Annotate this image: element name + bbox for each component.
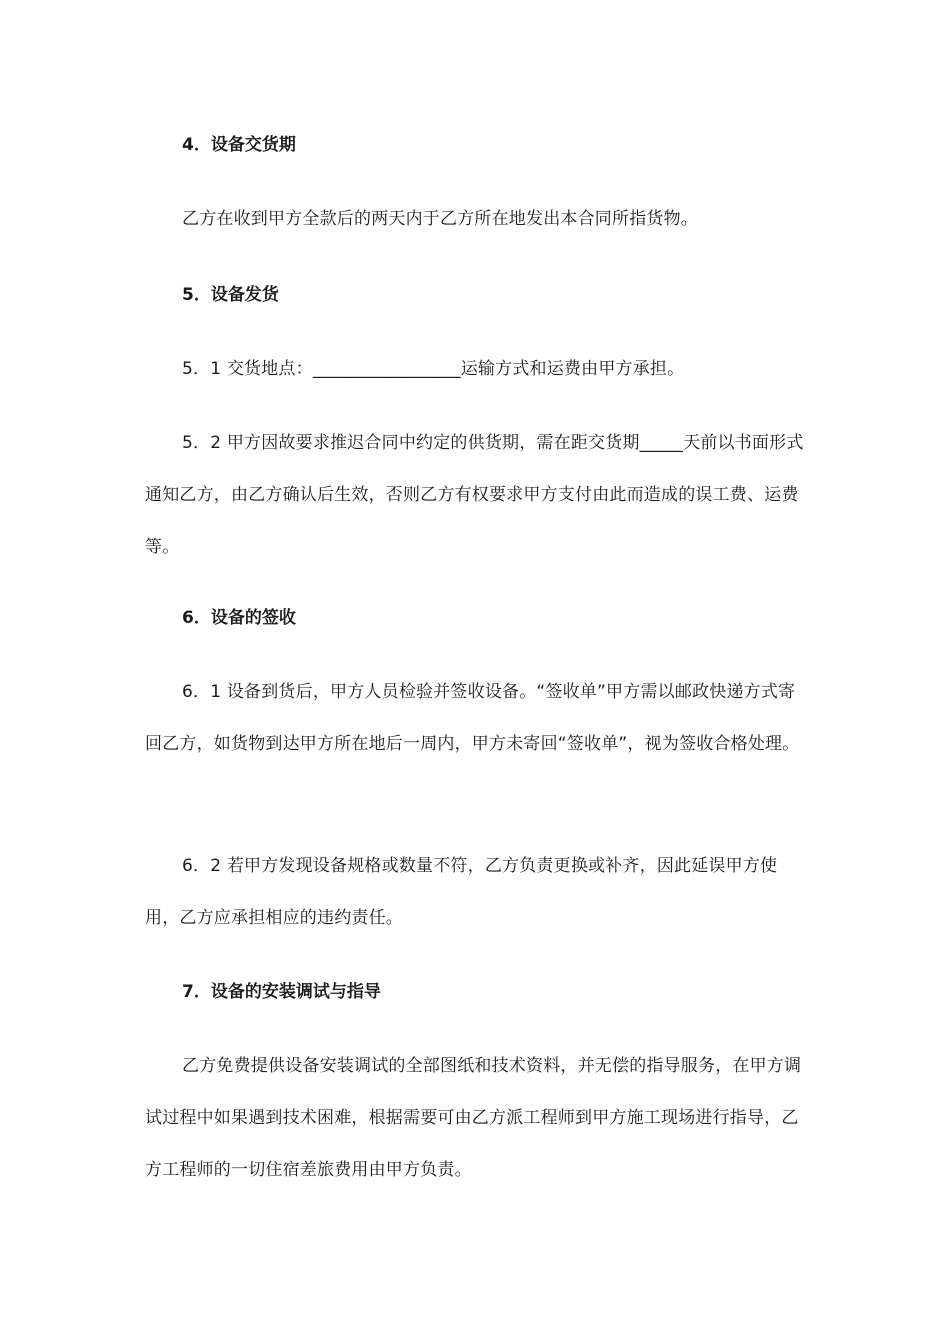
paragraph-receipt-6-2: 6．2 若甲方发现设备规格或数量不符，乙方负责更换或补齐，因此延误甲方使用，乙方应承担相应的违约责任。 [145,856,778,928]
section-heading-shipping: 5．设备发货 [182,285,279,305]
section-heading-installation: 7．设备的安装调试与指导 [182,982,381,1002]
paragraph-receipt-6-1: 6．1 设备到货后，甲方人员检验并签收设备。“签收单”甲方需以邮政快递方式寄回乙方，如货物到达甲方所在地后一周内，甲方未寄回“签收单”，视为签收合格处理。 [145,682,800,754]
paragraph-shipping-5-2: 5．2 甲方因故要求推迟合同中约定的供货期，需在距交货期_____天前以书面形式通知乙方，由乙方确认后生效，否则乙方有权要求甲方支付由此而造成的误工费、运费等。 [145,433,804,557]
paragraph-shipping-5-1: 5．1 交货地点：_________________运输方式和运费由甲方承担。 [182,359,685,379]
paragraph-delivery-period: 乙方在收到甲方全款后的两天内于乙方所在地发出本合同所指货物。 [182,209,698,229]
section-heading-delivery-period: 4．设备交货期 [182,135,296,155]
section-heading-receipt: 6．设备的签收 [182,608,296,628]
paragraph-installation: 乙方免费提供设备安装调试的全部图纸和技术资料，并无偿的指导服务，在甲方调试过程中如果遇到技术困难，根据需要可由乙方派工程师到甲方施工现场进行指导，乙方工程师的一切住宿差旅费用由甲方负责。 [145,1056,802,1180]
